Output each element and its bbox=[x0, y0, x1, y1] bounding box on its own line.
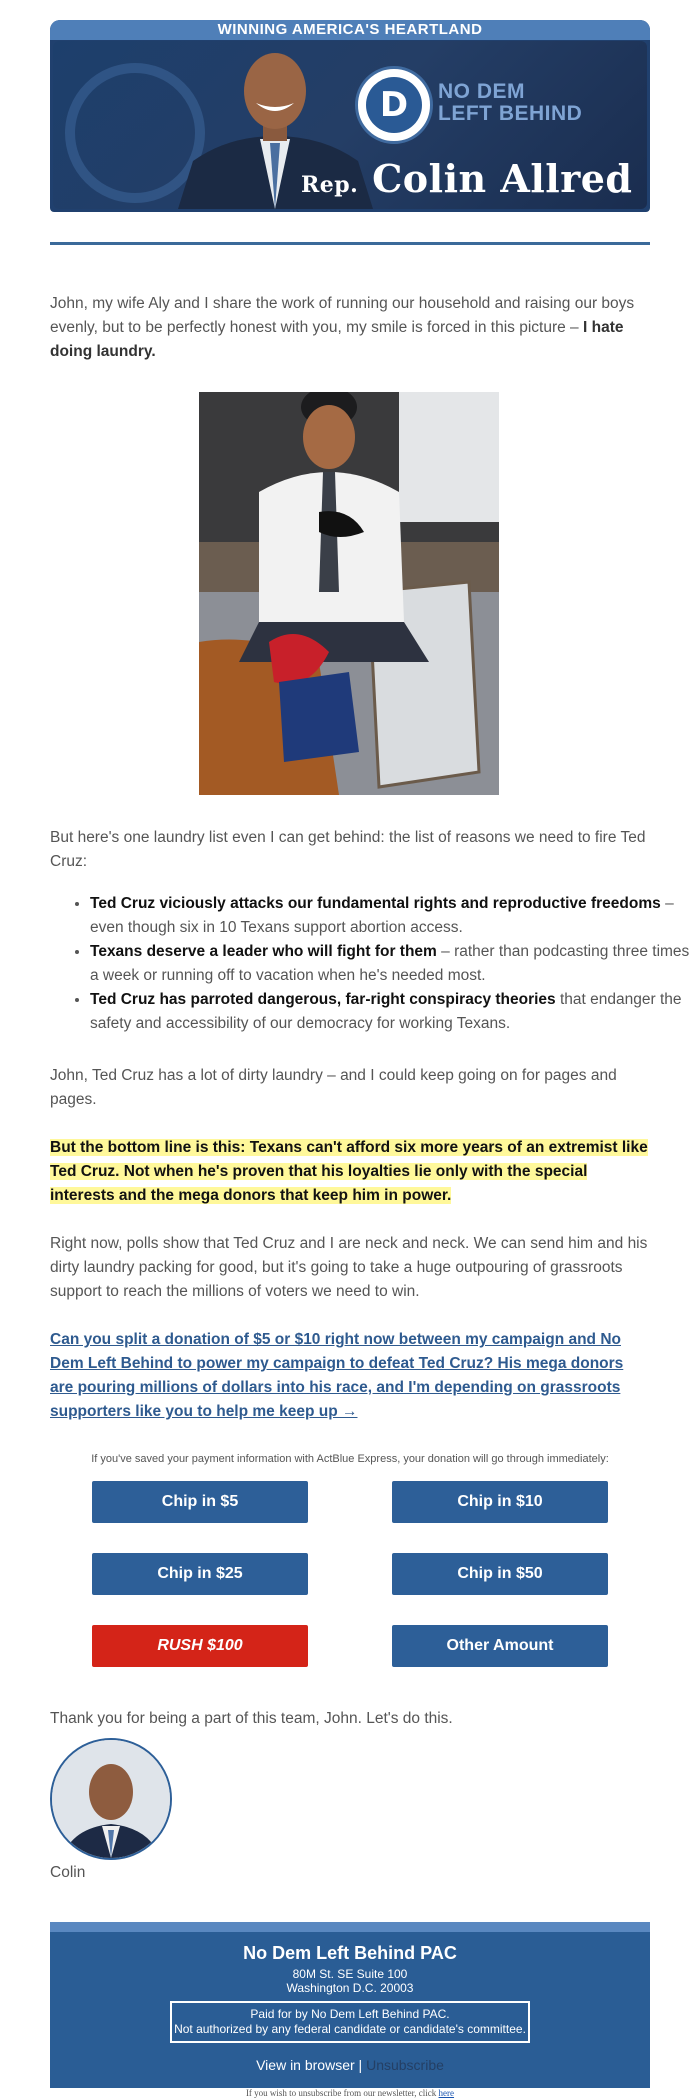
intro-text: John, my wife Aly and I share the work of running our household and raising our boys evenly, but to be perfectly honest with you, my smile is forced in this picture – bbox=[50, 295, 635, 336]
chip-in-25-button[interactable]: Chip in $25 bbox=[92, 1553, 308, 1595]
logo-text-line2: LEFT BEHIND bbox=[438, 102, 583, 125]
paid-for-disclaimer: Paid for by No Dem Left Behind PAC. Not authorized by any federal candidate or candidate's committee. bbox=[170, 2001, 530, 2043]
intro-bold: I hate doing laundry. bbox=[50, 319, 624, 360]
laundry-photo bbox=[199, 392, 499, 795]
footer bbox=[50, 1922, 650, 2088]
logo-text-line1: NO DEM bbox=[438, 80, 525, 103]
actblue-express-note: If you've saved your payment information with ActBlue Express, your donation will go through immediately: bbox=[91, 1453, 609, 1465]
signature-name: Colin bbox=[50, 1864, 86, 1881]
footer-top-bar bbox=[50, 1922, 650, 1932]
reasons-list bbox=[50, 892, 690, 1036]
rep-full-name: Colin Allred bbox=[372, 156, 633, 201]
rep-prefix: Rep. bbox=[301, 172, 359, 198]
footer-separator: | bbox=[358, 2057, 363, 2073]
thanks-message: Thank you for being a part of this team, John. Let's do this. bbox=[50, 1710, 453, 1727]
footer-links bbox=[50, 2057, 650, 2073]
view-in-browser-link[interactable]: View in browser bbox=[256, 2057, 355, 2073]
list-item: • Ted Cruz has parroted dangerous, far-right conspiracy theories that endanger the safety and accessibility of our democracy for working Texans. bbox=[90, 988, 690, 1036]
footer-title: No Dem Left Behind PAC bbox=[243, 1943, 457, 1963]
header-tagline: WINNING AMERICA'S HEARTLAND bbox=[50, 20, 650, 40]
logo-text bbox=[438, 81, 582, 125]
intro-paragraph bbox=[50, 292, 650, 364]
dirty-laundry-paragraph: John, Ted Cruz has a lot of dirty laundry – and I could keep going on for pages and pages. bbox=[50, 1067, 617, 1108]
rush-100-button[interactable]: RUSH $100 bbox=[92, 1625, 308, 1667]
bottom-line-highlight bbox=[50, 1136, 650, 1208]
logo-letter: D bbox=[366, 77, 422, 133]
header-banner bbox=[50, 20, 650, 212]
signature-avatar bbox=[50, 1738, 172, 1860]
unsubscribe-here-link[interactable]: here bbox=[438, 2088, 455, 2098]
no-dem-left-behind-logo bbox=[355, 66, 433, 144]
unsubscribe-note: If you wish to unsubscribe from our newsletter, click here bbox=[245, 2088, 455, 2098]
chip-in-10-button[interactable]: Chip in $10 bbox=[392, 1481, 608, 1523]
list-item: • Texans deserve a leader who will fight for them – rather than podcasting three times a week or running off to vacation when he's needed most. bbox=[90, 940, 690, 988]
banner-image bbox=[53, 41, 647, 209]
rep-name bbox=[301, 156, 633, 201]
donation-cta-link[interactable]: Can you split a donation of $5 or $10 right now between my campaign and No Dem Left Behind to power my campaign to defeat Ted Cruz? His mega donors are pouring millions of dollars into his race, and I'm depending on grassroots supporters like you to help me keep up → bbox=[50, 1331, 624, 1420]
laundry-list-intro: But here's one laundry list even I can get behind: the list of reasons we need to fire Ted Cruz: bbox=[50, 829, 646, 870]
highlight-text: But the bottom line is this: Texans can't afford six more years of an extremist like Ted Cruz. Not when he's proven that his loyalties lie only with the special interests and the mega donors that keep him in power. bbox=[50, 1139, 648, 1204]
chip-in-5-button[interactable]: Chip in $5 bbox=[92, 1481, 308, 1523]
other-amount-button[interactable]: Other Amount bbox=[392, 1625, 608, 1667]
header-divider bbox=[50, 242, 650, 245]
footer-address: 80M St. SE Suite 100 Washington D.C. 20003 bbox=[286, 1967, 414, 1995]
list-item: • Ted Cruz viciously attacks our fundamental rights and reproductive freedoms – even though six in 10 Texans support abortion access. bbox=[90, 892, 690, 940]
polls-paragraph: Right now, polls show that Ted Cruz and I are neck and neck. We can send him and his dirty laundry packing for good, but it's going to take a huge outpouring of grassroots support to reach the millions of voters we need to win. bbox=[50, 1235, 648, 1300]
unsubscribe-link[interactable]: Unsubscribe bbox=[366, 2057, 444, 2073]
chip-in-50-button[interactable]: Chip in $50 bbox=[392, 1553, 608, 1595]
